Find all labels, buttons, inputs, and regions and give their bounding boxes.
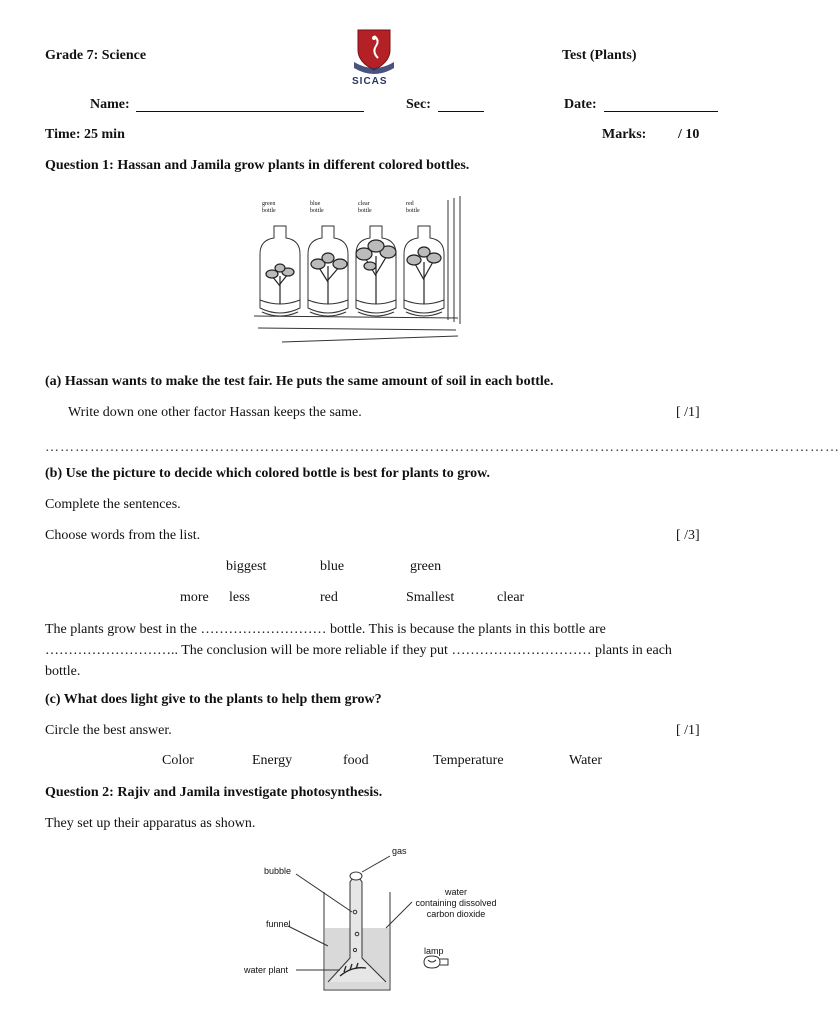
question-1c-text: Circle the best answer. [45,723,172,738]
question-1c-marks: [ /1] [676,723,700,738]
bottle-label-red: red bottle [406,201,420,214]
time-label: Time: 25 min [45,127,125,142]
label-lamp: lamp [424,946,444,956]
question-1a-marks: [ /1] [676,405,700,420]
name-field[interactable] [136,99,364,117]
word-option: less [229,590,250,605]
test-title: Test (Plants) [562,48,637,63]
answer-option-food[interactable]: food [343,753,369,768]
logo-text: SICAS [352,76,388,87]
photosynthesis-apparatus-figure [240,842,510,994]
school-logo [350,28,398,90]
word-option: blue [320,559,345,574]
label-gas: gas [392,846,407,856]
label-water-plant: water plant [244,965,289,975]
answer-dotted-line[interactable]: …………………………………………………………………………………………………………………………………………… [45,440,840,455]
question-1b-text2: Choose words from the list. [45,528,201,543]
marks-label: Marks: [602,127,647,142]
word-option: clear [497,590,525,605]
question-2-title: Question 2: Rajiv and Jamila investigate photosynthesis. [45,785,383,800]
question-1a-title: (a) Hassan wants to make the test fair. He puts the same amount of soil in each bottle. [45,374,554,389]
question-1b-marks: [ /3] [676,528,700,543]
sec-label: Sec: [406,97,431,112]
date-field[interactable] [604,99,718,117]
label-bubble: bubble [264,866,292,876]
date-label: Date: [564,97,597,112]
answer-option-temperature[interactable]: Temperature [433,753,504,768]
name-label: Name: [90,97,130,112]
question-2-text: They set up their apparatus as shown. [45,816,256,831]
bottle-label-green: green bottle [262,201,276,214]
bottles-figure [252,196,464,348]
subject-title: Grade 7: Science [45,48,147,63]
question-1c-title: (c) What does light give to the plants to help them grow? [45,692,382,707]
label-water: water containing dissolved carbon dioxide [415,887,497,919]
question-1-title: Question 1: Hassan and Jamila grow plants in different colored bottles. [45,158,470,173]
label-funnel: funnel [266,919,291,929]
word-option: more [180,590,209,605]
word-option: green [410,559,442,574]
sec-field[interactable] [438,99,484,117]
question-1b-title: (b) Use the picture to decide which colored bottle is best for plants to grow. [45,466,490,481]
answer-option-color[interactable]: Color [162,753,194,768]
question-1b-text1: Complete the sentences. [45,497,181,512]
bottle-label-clear: clear bottle [358,201,372,214]
word-option: red [320,590,338,605]
answer-option-energy[interactable]: Energy [252,753,293,768]
question-1b-paragraph[interactable]: The plants grow best in the ……………………… bottle. This is because the plants in this bottle are ……………………….. The conclusion will be more reliable if they put ………………………… plants in each bottle. [45,622,672,679]
marks-total: / 10 [678,127,700,142]
question-1a-text: Write down one other factor Hassan keeps the same. [68,405,362,420]
answer-option-water[interactable]: Water [569,753,603,768]
bottle-label-blue: blue bottle [310,201,324,214]
word-option: biggest [226,559,267,574]
word-option: Smallest [406,590,455,605]
